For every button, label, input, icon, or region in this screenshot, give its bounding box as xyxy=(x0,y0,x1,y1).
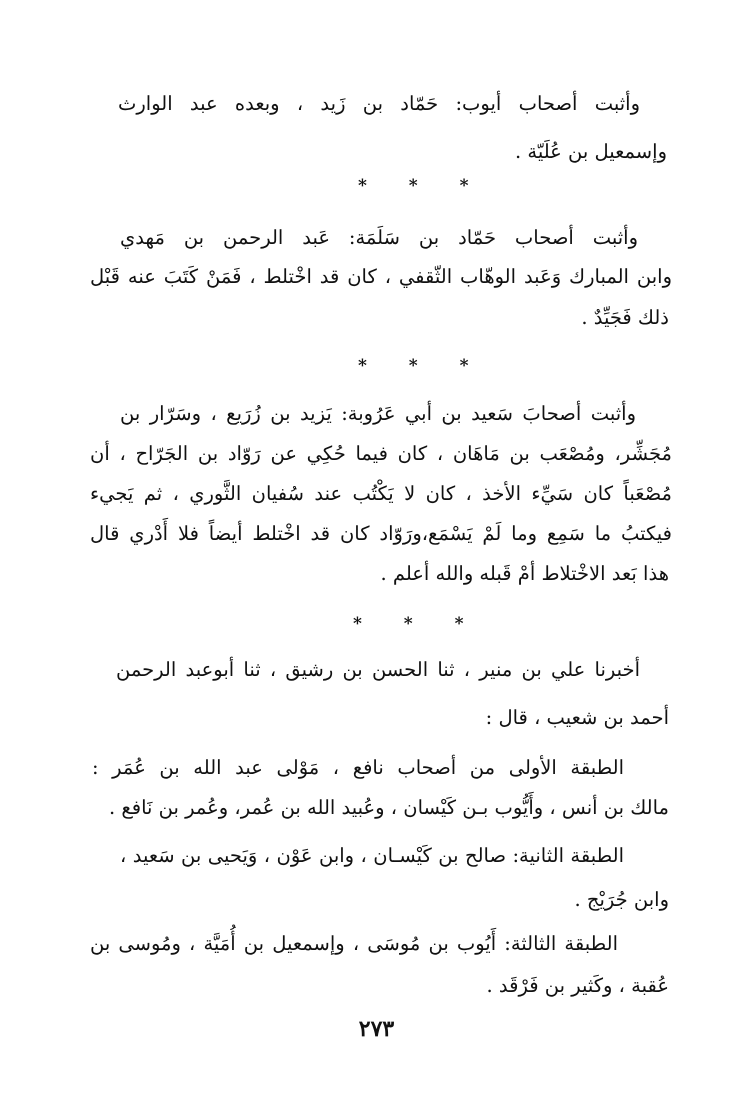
text-line: مُصْعَباً كان سَيِّء الأخذ ، كان لا يَكْتُب عند سُفيان الثَّوري ، ثم يَجيء xyxy=(90,482,672,505)
section-separator: * * * xyxy=(353,614,482,634)
text-line: وأثبت أصحاب أيوب: حَمّاد بن زَيد ، وبعده عبد الوارث xyxy=(118,92,640,115)
text-line: عُقبة ، وكَثير بن فَرْقَد . xyxy=(486,974,669,997)
text-line: هذا بَعد الاخْتلاط أمْ قَبله والله أعلم . xyxy=(380,562,669,585)
text-line: وإسمعيل بن عُلَيّة . xyxy=(514,140,667,163)
text-line: الطبقة الأولى من أصحاب نافع ، مَوْلى عبد الله بن عُمَر : xyxy=(92,756,624,779)
text-line: وأثبت أصحابَ سَعيد بن أبي عَرُوبة: يَزيد بن زُرَيع ، وسَرّار بن xyxy=(120,402,636,425)
text-line: فيكتبُ ما سَمِع وما لَمْ يَسْمَع،ورَوّاد كان قد اخْتلط أيضاً فلا أَدْري قال xyxy=(90,522,672,545)
text-line: أخبرنا علي بن منير ، ثنا الحسن بن رشيق ، ثنا أبوعبد الرحمن xyxy=(116,658,640,681)
text-line: الطبقة الثانية: صالح بن كَيْسـان ، وابن عَوْن ، وَيَحيى بن سَعيد ، xyxy=(120,844,624,867)
text-line: مُجَشِّر، ومُصْعَب بن مَاهَان ، كان فيما حُكِي عن رَوّاد بن الجَرّاح ، أن xyxy=(90,442,672,465)
section-separator: * * * xyxy=(358,176,487,196)
page-number: ٢٧٣ xyxy=(358,1016,395,1042)
text-line: ذلك فَجَيِّدٌ . xyxy=(581,306,669,329)
section-separator: * * * xyxy=(358,356,487,376)
text-line: وابن المبارك وَعَبد الوهّاب الثّقفي ، كان قد اخْتلط ، فَمَنْ كَتَبَ عنه قَبْل xyxy=(90,265,672,288)
text-line: مالك بن أنس ، وأَيُّوب بـن كَيْسان ، وعُبيد الله بن عُمر، وعُمر بن نَافع . xyxy=(109,796,669,819)
text-line: وابن جُرَيْج . xyxy=(574,888,669,911)
text-line: الطبقة الثالثة: أَيُوب بن مُوسَى ، وإسمعيل بن أُمَيَّة ، ومُوسى بن xyxy=(90,932,618,955)
text-line: وأثبت أصحاب حَمّاد بن سَلَمَة: عَبد الرحمن بن مَهدي xyxy=(120,226,638,249)
text-line: أحمد بن شعيب ، قال : xyxy=(485,706,669,729)
